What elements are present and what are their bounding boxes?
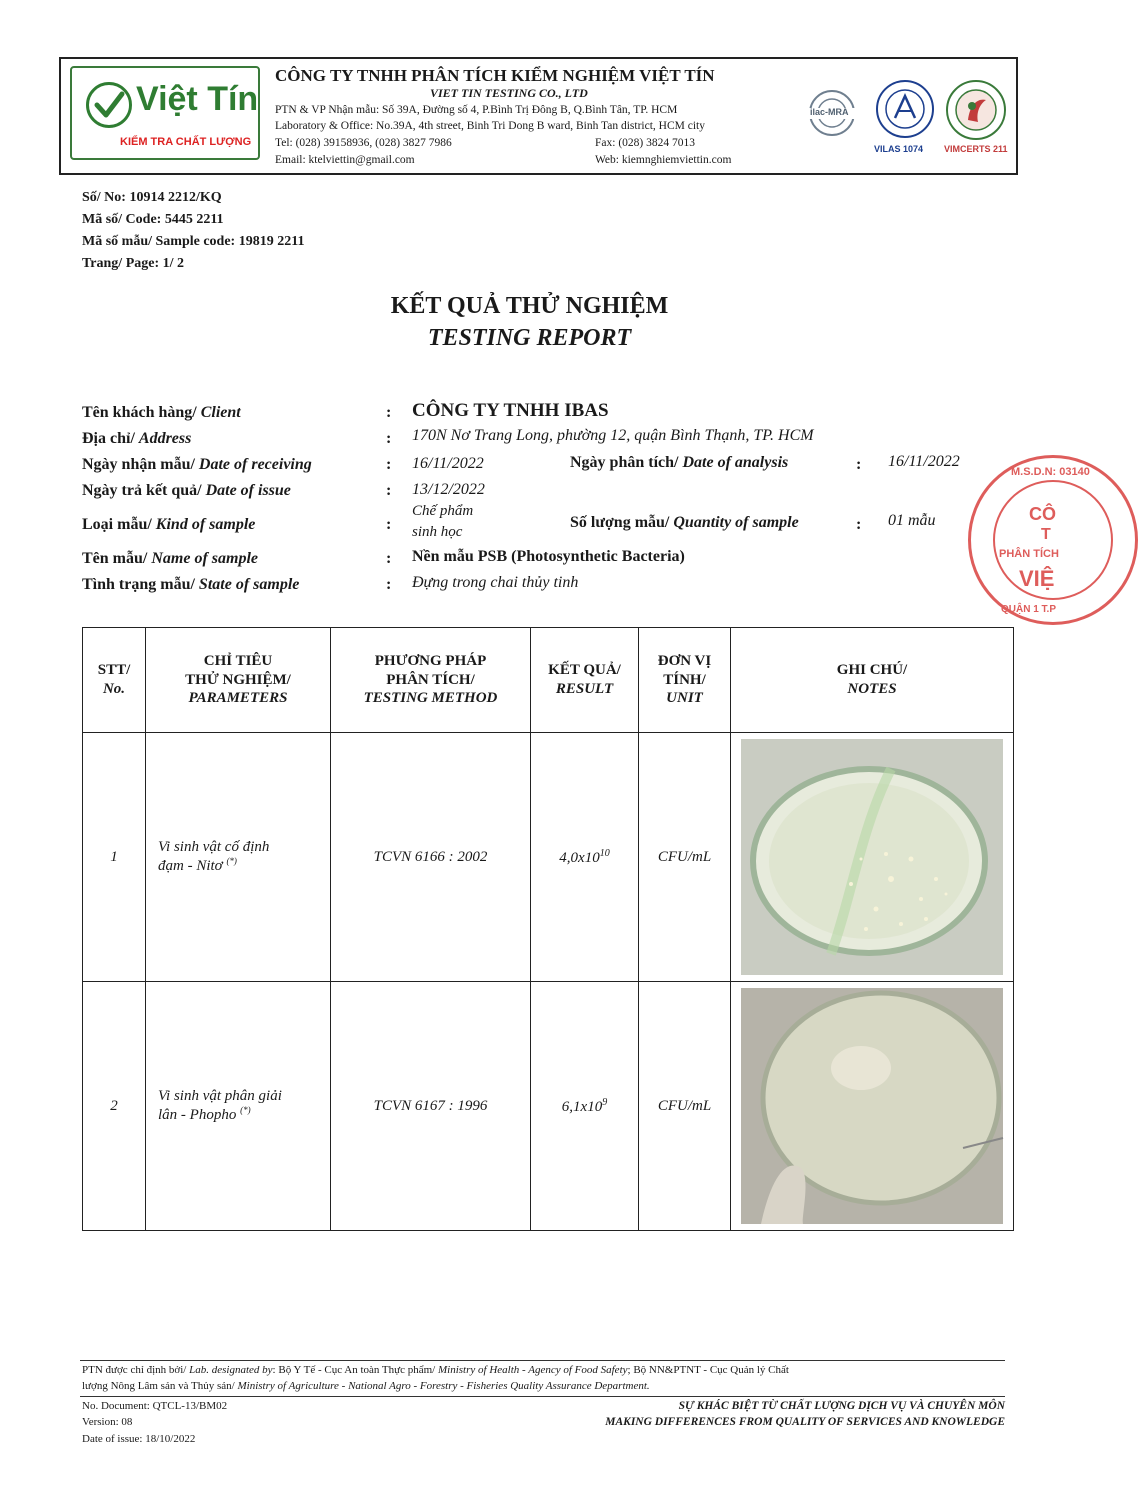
row-unit: CFU/mL [639, 982, 731, 1231]
receiving-date-label: Ngày nhận mẫu/ Date of receiving [82, 456, 312, 473]
results-table [82, 627, 1014, 1231]
row-parameter: Vi sinh vật phân giải lân - Phopho (*) [146, 982, 331, 1231]
document-version: Version: 08 [82, 1416, 133, 1428]
address-label: Địa chỉ/ Address [82, 430, 192, 447]
analysis-date-value: 16/11/2022 [888, 453, 960, 470]
website: Web: kiemnghiemviettin.com [595, 154, 732, 166]
row-unit: CFU/mL [639, 733, 731, 982]
row-notes [731, 982, 1014, 1231]
analysis-date-label: Ngày phân tích/ Date of analysis [570, 454, 789, 471]
ilac-mra-seal: ilac-MRA [800, 88, 864, 138]
header-unit: ĐƠN VỊ TÍNH/ UNIT [639, 628, 731, 733]
header-result: KẾT QUẢ/ RESULT [531, 628, 639, 733]
vilas-label: VILAS 1074 [874, 144, 924, 154]
report-title-vi: KẾT QUẢ THỬ NGHIỆM [390, 293, 669, 319]
quantity-value: 01 mẫu [888, 512, 936, 529]
report-number: Số/ No: 10914 2212/KQ [82, 190, 222, 205]
row-method: TCVN 6166 : 2002 [331, 733, 531, 982]
company-logo [70, 66, 260, 160]
row-parameter: Vi sinh vật cố định đạm - Nitơ (*) [146, 733, 331, 982]
footer-divider-top [80, 1360, 1005, 1361]
address-value: 170N Nơ Trang Long, phường 12, quận Bình Thạnh, TP. HCM [412, 427, 814, 444]
designation-line1: PTN được chỉ định bởi/ Lab. designated by: Bộ Y Tế - Cục An toàn Thực phẩm/ Ministry of Health - Agency of Food Safety; Bộ NN&PTNT - Cục Quản lý Chất [82, 1364, 789, 1376]
logo-name: Việt Tín [136, 80, 259, 118]
logo-tagline: KIỂM TRA CHẤT LƯỢNG [120, 136, 252, 148]
header-parameters: CHỈ TIÊU THỬ NGHIỆM/ PARAMETERS [146, 628, 331, 733]
company-name-en: VIET TIN TESTING CO., LTD [430, 86, 588, 100]
petri-dish-photo [741, 988, 1003, 1224]
address-en: Laboratory & Office: No.39A, 4th street, Binh Tri Dong B ward, Binh Tan district, HCM city [275, 120, 705, 132]
kind-label: Loại mẫu/ Kind of sample [82, 516, 256, 533]
page-number: Trang/ Page: 1/ 2 [82, 256, 185, 271]
sample-name-value: Nền mẫu PSB (Photosynthetic Bacteria) [412, 548, 685, 565]
document-number: No. Document: QTCL-13/BM02 [82, 1400, 228, 1412]
telephone: Tel: (028) 39158936, (028) 3827 7986 [275, 137, 452, 149]
issue-date-value: 13/12/2022 [412, 481, 485, 498]
state-label: Tình trạng mẫu/ State of sample [82, 576, 300, 593]
slogan-en: MAKING DIFFERENCES FROM QUALITY OF SERVICES AND KNOWLEDGE [605, 1416, 1005, 1428]
checkmark-icon [86, 82, 132, 128]
vilas-seal [876, 80, 934, 138]
slogan-vi: SỰ KHÁC BIỆT TỪ CHẤT LƯỢNG DỊCH VỤ VÀ CHUYÊN MÔN [678, 1400, 1005, 1412]
company-stamp: M.S.D.N: 03140 CÔ T PHÂN TÍCH VIỆ QUẬN 1 T.P [968, 455, 1138, 625]
table-row [83, 982, 1014, 1231]
sample-name-label: Tên mẫu/ Name of sample [82, 550, 258, 567]
header-notes: GHI CHÚ/ NOTES [731, 628, 1014, 733]
row-result: $6,1x10^9$ [531, 982, 639, 1231]
vimcerts-seal [946, 80, 1006, 140]
footer-divider-bottom [80, 1396, 1005, 1397]
row-number: 2 [83, 982, 146, 1231]
quantity-label: Số lượng mẫu/ Quantity of sample [570, 514, 799, 531]
row-method: TCVN 6167 : 1996 [331, 982, 531, 1231]
fax: Fax: (028) 3824 7013 [595, 137, 695, 149]
address-vi: PTN & VP Nhận mẫu: Số 39A, Đường số 4, P.Bình Trị Đông B, Q.Bình Tân, TP. HCM [275, 104, 678, 116]
header-stt: STT/ No. [83, 628, 146, 733]
table-row [83, 733, 1014, 982]
row-notes [731, 733, 1014, 982]
row-number: 1 [83, 733, 146, 982]
client-label: Tên khách hàng/ Client [82, 404, 241, 421]
issue-date-label: Ngày trả kết quả/ Date of issue [82, 482, 291, 499]
report-code: Mã số/ Code: 5445 2211 [82, 212, 224, 227]
vimcerts-label: VIMCERTS 211 [944, 144, 1008, 154]
header-method: PHƯƠNG PHÁP PHÂN TÍCH/ TESTING METHOD [331, 628, 531, 733]
state-value: Đựng trong chai thủy tinh [412, 574, 579, 591]
email: Email: ktelviettin@gmail.com [275, 154, 415, 166]
designation-line2: lượng Nông Lâm sản và Thủy sản/ Ministry of Agriculture - National Agro - Forestry - Fisheries Quality Assurance Department. [82, 1380, 650, 1392]
kind-value-line1: Chế phẩm [412, 503, 474, 519]
petri-dish-photo [741, 739, 1003, 975]
receiving-date-value: 16/11/2022 [412, 455, 484, 472]
row-result: $4,0x10^{10}$ [531, 733, 639, 982]
document-issue-date: Date of issue: 18/10/2022 [82, 1433, 196, 1445]
sample-code: Mã số mẫu/ Sample code: 19819 2211 [82, 234, 305, 249]
report-title-en: TESTING REPORT [427, 325, 632, 351]
client-value: CÔNG TY TNHH IBAS [412, 400, 609, 421]
kind-value-line2: sinh học [412, 524, 463, 540]
company-name-vi: CÔNG TY TNHH PHÂN TÍCH KIỂM NGHIỆM VIỆT TÍN [275, 66, 715, 85]
table-header-row [83, 628, 1014, 733]
